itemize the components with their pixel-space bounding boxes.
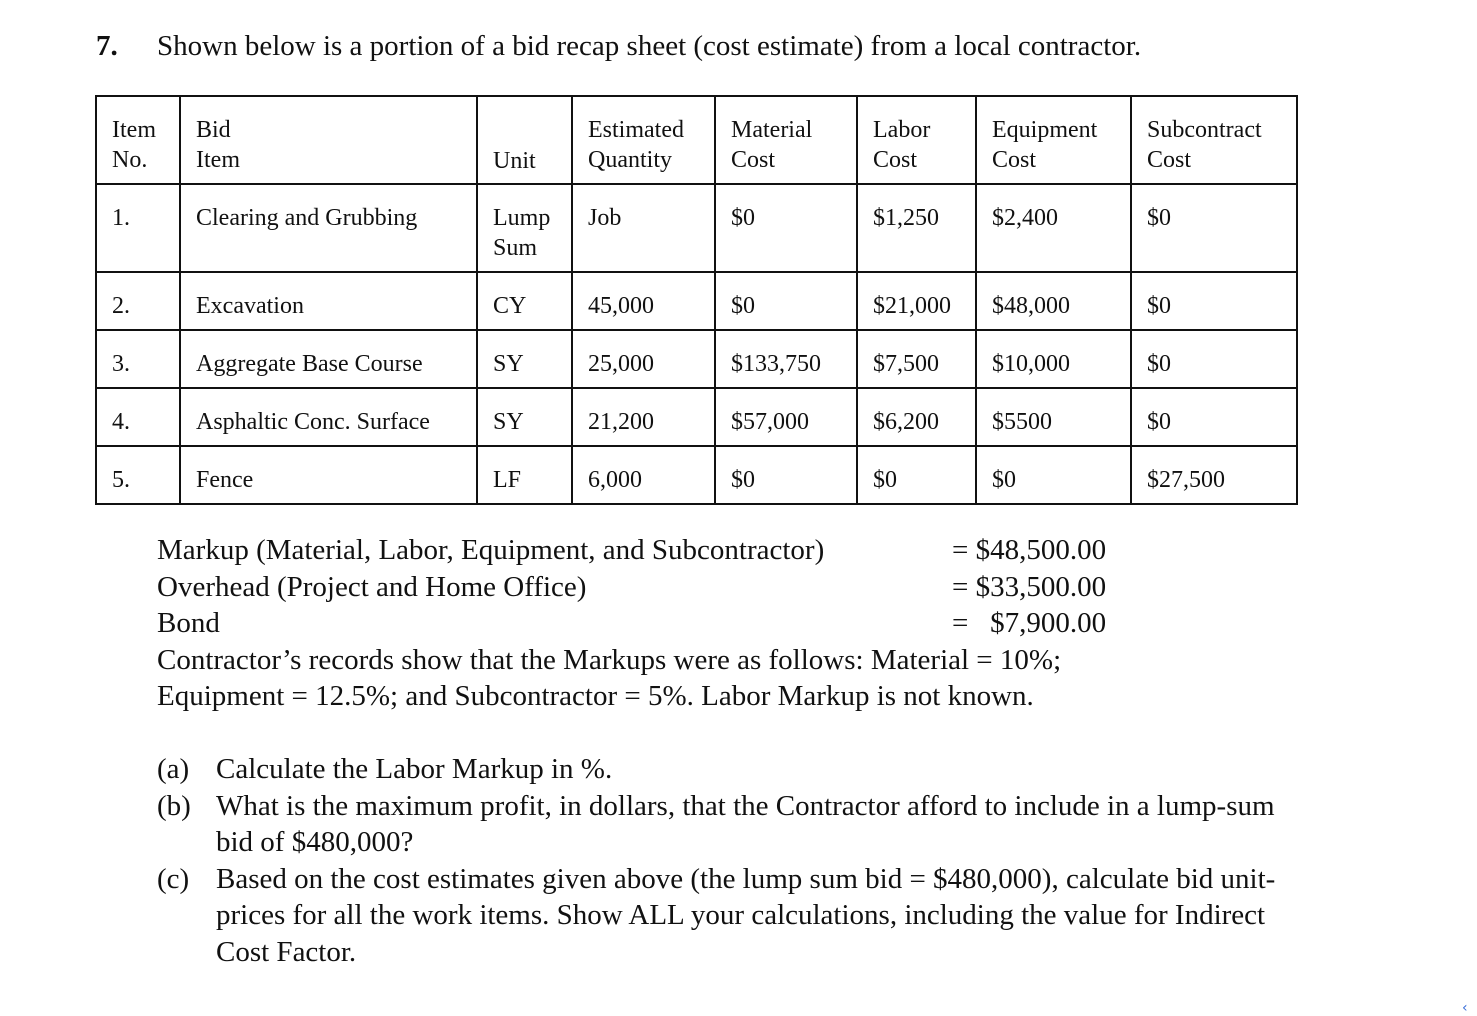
header-unit: Unit (477, 96, 572, 184)
question-part-a (157, 751, 1307, 788)
cell-quantity: 45,000 (572, 272, 715, 330)
cell-bid-item: Asphaltic Conc. Surface (180, 388, 477, 446)
table-header-row (96, 96, 1297, 184)
table-row (96, 184, 1297, 272)
question-part-b (157, 788, 1307, 861)
cell-labor-cost: $21,000 (857, 272, 976, 330)
table-row (96, 388, 1297, 446)
question-number: 7. (96, 30, 118, 62)
part-label: (b) (157, 789, 191, 822)
header-item-no: Item No. (96, 96, 180, 184)
part-label: (c) (157, 862, 190, 895)
cell-material-cost: $0 (715, 272, 857, 330)
part-text: What is the maximum profit, in dollars, that the Contractor afford to include in a lump-sum bid of $480,000? (216, 789, 1275, 858)
cell-item-no: 3. (96, 330, 180, 388)
question-intro: Shown below is a portion of a bid recap sheet (cost estimate) from a local contractor. (157, 30, 1142, 62)
bond-line (157, 605, 1107, 642)
cell-equipment-cost: $10,000 (976, 330, 1131, 388)
cell-unit: SY (477, 388, 572, 446)
cell-material-cost: $133,750 (715, 330, 857, 388)
question-parts (157, 751, 1307, 970)
cell-quantity: Job (572, 184, 715, 272)
cell-labor-cost: $7,500 (857, 330, 976, 388)
question-part-c (157, 861, 1307, 971)
bond-label: Bond (157, 607, 220, 639)
cell-equipment-cost: $48,000 (976, 272, 1131, 330)
cell-unit: LF (477, 446, 572, 504)
header-bid-item: Bid Item (180, 96, 477, 184)
part-label: (a) (157, 753, 190, 785)
cell-quantity: 25,000 (572, 330, 715, 388)
chevron-left-icon[interactable]: ‹ (1462, 1000, 1468, 1016)
cell-unit: CY (477, 272, 572, 330)
overhead-label: Overhead (Project and Home Office) (157, 570, 587, 603)
cell-subcontract-cost: $27,500 (1131, 446, 1297, 504)
cell-material-cost: $0 (715, 446, 857, 504)
cell-subcontract-cost: $0 (1131, 272, 1297, 330)
header-equipment-cost: Equipment Cost (976, 96, 1131, 184)
cell-unit: Lump Sum (477, 184, 572, 272)
header-estimated-quantity: Estimated Quantity (572, 96, 715, 184)
cost-summary (157, 532, 1107, 715)
markup-records-line-2: Equipment = 12.5%; and Subcontractor = 5%. Labor Markup is not known. (157, 680, 1034, 712)
cell-bid-item: Excavation (180, 272, 477, 330)
markup-records-line-1: Contractor’s records show that the Markups were as follows: Material = 10%; (157, 643, 1062, 676)
bid-recap-table (95, 95, 1298, 505)
cell-subcontract-cost: $0 (1131, 330, 1297, 388)
header-material-cost: Material Cost (715, 96, 857, 184)
cell-labor-cost: $0 (857, 446, 976, 504)
cell-item-no: 5. (96, 446, 180, 504)
cell-subcontract-cost: $0 (1131, 388, 1297, 446)
cell-subcontract-cost: $0 (1131, 184, 1297, 272)
table-row (96, 446, 1297, 504)
table-row (96, 272, 1297, 330)
cell-item-no: 1. (96, 184, 180, 272)
cell-equipment-cost: $5500 (976, 388, 1131, 446)
cell-item-no: 2. (96, 272, 180, 330)
markup-value: = $48,500.00 (952, 534, 1107, 566)
cell-item-no: 4. (96, 388, 180, 446)
cell-quantity: 6,000 (572, 446, 715, 504)
cell-equipment-cost: $2,400 (976, 184, 1131, 272)
cell-unit: SY (477, 330, 572, 388)
bond-value: = $7,900.00 (952, 607, 1107, 639)
cell-labor-cost: $6,200 (857, 388, 976, 446)
cell-bid-item: Fence (180, 446, 477, 504)
cell-labor-cost: $1,250 (857, 184, 976, 272)
overhead-line (157, 569, 1107, 606)
cell-equipment-cost: $0 (976, 446, 1131, 504)
header-labor-cost: Labor Cost (857, 96, 976, 184)
cell-bid-item: Clearing and Grubbing (180, 184, 477, 272)
cell-material-cost: $0 (715, 184, 857, 272)
cell-bid-item: Aggregate Base Course (180, 330, 477, 388)
table-row (96, 330, 1297, 388)
header-subcontract-cost: Subcontract Cost (1131, 96, 1297, 184)
markup-line (157, 532, 1107, 569)
part-text: Based on the cost estimates given above (the lump sum bid = $480,000), calculate bid unit-prices for all the work items. Show ALL your calculations, including the value for Indirect Cost Factor. (216, 862, 1276, 968)
markup-label: Markup (Material, Labor, Equipment, and Subcontractor) (157, 534, 825, 566)
cell-quantity: 21,200 (572, 388, 715, 446)
cell-material-cost: $57,000 (715, 388, 857, 446)
overhead-value: = $33,500.00 (952, 570, 1107, 603)
part-text: Calculate the Labor Markup in %. (216, 753, 613, 785)
